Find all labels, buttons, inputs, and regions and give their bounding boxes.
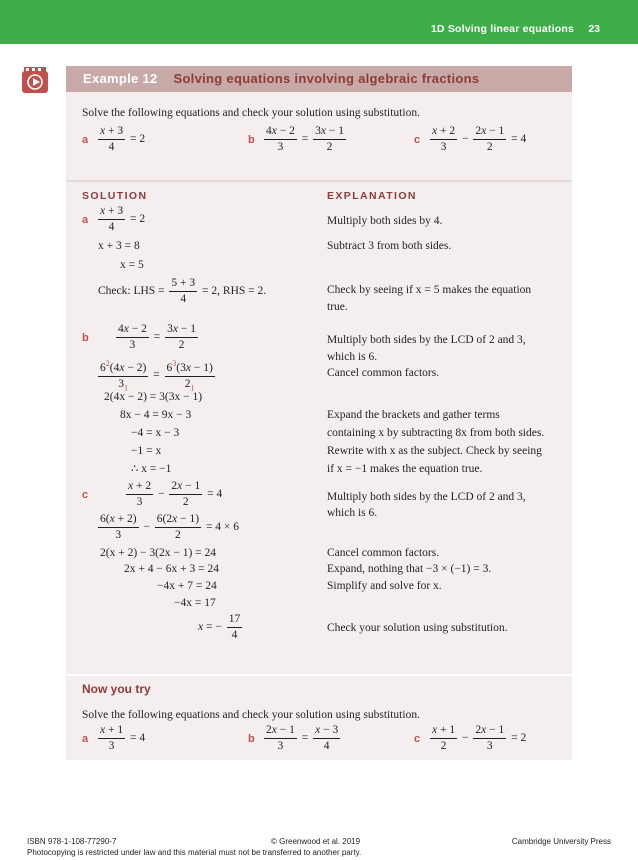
solution-b-line7: ∴ x = −1 <box>131 463 172 475</box>
explanation-a2: Subtract 3 from both sides. <box>327 240 452 252</box>
solution-label-c: c <box>82 489 89 501</box>
solution-heading: SOLUTION <box>82 190 148 202</box>
example-title: Solving equations involving algebraic fractions <box>173 71 480 86</box>
question-instruction: Solve the following equations and check your solution using substitution. <box>82 107 420 119</box>
solution-b-line4: 8x − 4 = 9x − 3 <box>120 409 192 421</box>
check-lhs-text: Check: LHS = <box>98 285 165 298</box>
solution-c-line5: −4x + 7 = 24 <box>157 580 217 592</box>
solution-a-line1: $\frac{x + 3}{4}$ = 2 <box>100 205 146 233</box>
explanation-b3b: containing x by subtracting 8x from both sides. <box>327 427 545 439</box>
explanation-b1: Multiply both sides by the LCD of 2 and 3, <box>327 334 526 346</box>
question-label-a: a <box>82 134 89 146</box>
explanation-c1b: which is 6. <box>327 507 378 519</box>
explanation-c4: Simplify and solve for x. <box>327 580 442 592</box>
solution-c-line6: −4x = 17 <box>174 597 216 609</box>
solution-a-line4: Check: LHS = $\frac{5 + 3}{4}$ = 2, RHS = 2. <box>98 277 267 305</box>
solution-label-b: b <box>82 332 89 344</box>
footer-isbn: ISBN 978-1-108-77290-7 <box>27 837 117 846</box>
explanation-c2: Cancel common factors. <box>327 547 440 559</box>
explanation-c1: Multiply both sides by the LCD of 2 and 3, <box>327 491 526 503</box>
footer-notice: Photocopying is restricted under law and this material must not be transferred to another party. <box>27 848 362 857</box>
explanation-a3: Check by seeing if x = 5 makes the equation <box>327 284 532 296</box>
explanation-c3: Expand, nothing that −3 × (−1) = 3. <box>327 563 492 575</box>
explanation-c5: Check your solution using substitution. <box>327 622 508 634</box>
now-you-try-label-a: a <box>82 733 89 745</box>
example-number: Example 12 <box>83 71 158 86</box>
question-label-b: b <box>248 134 255 146</box>
section-title: 1D Solving linear equations <box>430 23 574 35</box>
solution-c-line3: 2(x + 2) − 3(2x − 1) = 24 <box>100 547 217 559</box>
explanation-b3d: if x = −1 makes the equation true. <box>327 463 483 475</box>
page-header-bar <box>0 0 638 44</box>
footer-publisher: Cambridge University Press <box>511 837 611 846</box>
question-equation-a: $\frac{x + 3}{4}$ = 2 <box>100 125 146 153</box>
now-you-try-equation-c: $\frac{x + 1}{2}$ − $\frac{2x - 1}{3}$ = 2 <box>432 724 527 752</box>
solution-c-line1: $\frac{x + 2}{3}$ − $\frac{2x - 1}{2}$ = 4 <box>128 480 223 508</box>
now-you-try-equation-b: $\frac{2x - 1}{3}$ = $\frac{x - 3}{4}$ <box>266 724 339 752</box>
solution-b-line3: 2(4x − 2) = 3(3x − 1) <box>104 391 203 403</box>
solution-b-line2: $\frac{6^2(4x - 2)}{3_1}$ = $\frac{6^3(3x - 1)}{2_1}$ <box>96 356 217 395</box>
check-rhs-text: = 2, RHS = 2. <box>202 285 267 298</box>
question-equation-b: $\frac{4x - 2}{3}$ = $\frac{3x - 1}{2}$ <box>266 125 344 153</box>
example-header <box>66 66 572 92</box>
explanation-b3: Expand the brackets and gather terms <box>327 409 500 421</box>
question-equation-c: $\frac{x + 2}{3}$ − $\frac{2x - 1}{2}$ = 4 <box>432 125 527 153</box>
explanation-a3b: true. <box>327 301 348 313</box>
explanation-heading: EXPLANATION <box>327 190 417 202</box>
page-number: 23 <box>588 23 600 35</box>
solution-c-line2: $\frac{6(x + 2)}{3}$ − $\frac{6(2x - 1)}{2}$ = 4 × 6 <box>100 513 240 541</box>
now-you-try-label-c: c <box>414 733 421 745</box>
footer-copyright: © Greenwood et al. 2019 <box>271 837 361 846</box>
explanation-b2: Cancel common factors. <box>327 367 440 379</box>
solution-c-line7: x = − $\frac{17}{4}$ <box>198 613 241 641</box>
solution-b-line1: $\frac{4x - 2}{3}$ = $\frac{3x - 1}{2}$ <box>118 323 196 351</box>
solution-c-line4: 2x + 4 − 6x + 3 = 24 <box>124 563 219 575</box>
explanation-b3c: Rewrite with x as the subject. Check by seeing <box>327 445 542 457</box>
explanation-a1: Multiply both sides by 4. <box>327 215 443 227</box>
video-play-icon[interactable] <box>22 67 48 93</box>
solution-a-line3: x = 5 <box>120 259 144 271</box>
now-you-try-instruction: Solve the following equations and check your solution using substitution. <box>82 709 420 721</box>
solution-b-line6: −1 = x <box>131 445 162 457</box>
now-you-try-heading: Now you try <box>82 682 151 696</box>
solution-a-line2: x + 3 = 8 <box>98 240 140 252</box>
now-you-try-label-b: b <box>248 733 255 745</box>
now-you-try-equation-a: $\frac{x + 1}{3}$ = 4 <box>100 724 146 752</box>
solution-b-line5: −4 = x − 3 <box>131 427 180 439</box>
question-label-c: c <box>414 134 421 146</box>
explanation-b1b: which is 6. <box>327 351 378 363</box>
solution-label-a: a <box>82 214 89 226</box>
